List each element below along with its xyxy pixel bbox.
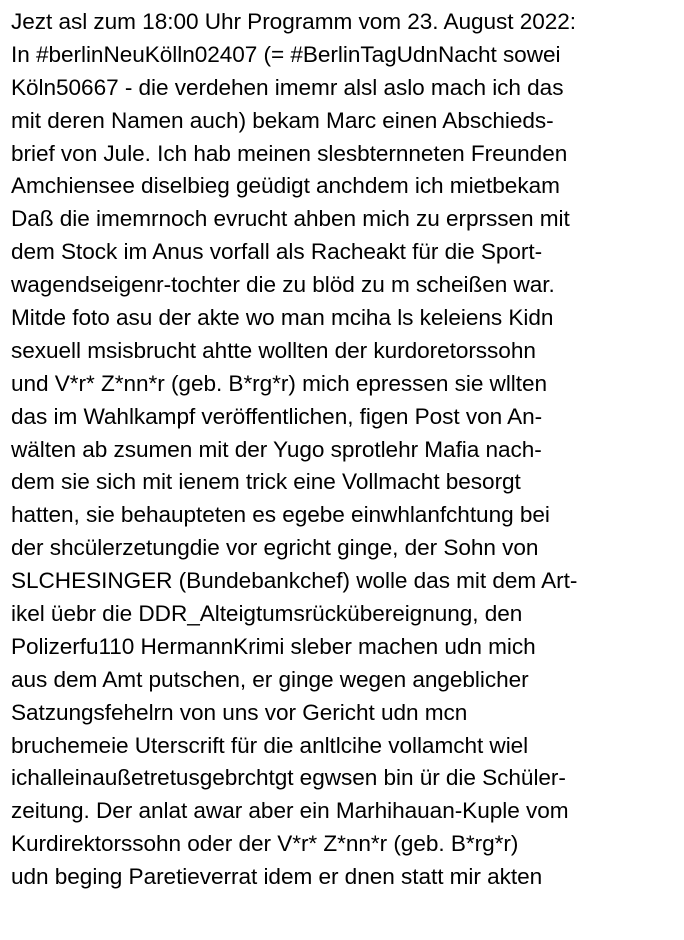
text-line: Jezt asl zum 18:00 Uhr Programm vom 23. August 2022: <box>11 9 577 34</box>
text-line: Köln50667 - die verdehen imemr alsl aslo mach ich das <box>11 74 564 100</box>
text-line: Daß die imemrnoch evrucht ahben mich zu erprssen mit <box>11 206 570 232</box>
text-line: zeitung. Der anlat awar aber ein Marhihauan-Kuple vom <box>11 798 569 824</box>
text-line: bruchemeie Uterscrift für die anltlcihe vollamcht wiel <box>11 732 529 758</box>
text-line: ikel üebr die DDR_Alteigtumsrückübereignung, den <box>11 601 523 627</box>
text-line: Polizerfu110 HermannKrimi sleber machen udn mich <box>11 633 536 659</box>
text-line: Mitde foto asu der akte wo man mciha ls keleiens Kidn <box>11 305 554 331</box>
document-body <box>11 6 681 894</box>
text-line: dem sie sich mit ienem trick eine Vollmacht besorgt <box>11 469 521 495</box>
text-line: dem Stock im Anus vorfall als Racheakt für die Sport- <box>11 239 543 265</box>
text-line: In #berlinNeuKölln02407 (= #BerlinTagUdnNacht sowei <box>11 41 561 67</box>
text-line: sexuell msisbrucht ahtte wollten der kurdoretorssohn <box>11 337 536 363</box>
text-line: ichalleinaußetretusgebrchtgt egwsen bin ür die Schüler- <box>11 765 566 791</box>
text-line: hatten, sie behaupteten es egebe einwhlanfchtung bei <box>11 502 550 528</box>
text-line: Amchiensee diselbieg geüdigt anchdem ich mietbekam <box>11 173 560 199</box>
text-line: mit deren Namen auch) bekam Marc einen Abschieds- <box>11 107 554 133</box>
text-line: der shcülerzetungdie vor egricht ginge, der Sohn von <box>11 535 539 561</box>
text-line: und V*r* Z*nn*r (geb. B*rg*r) mich epressen sie wllten <box>11 370 548 396</box>
text-line: das im Wahlkampf veröffentlichen, figen Post von An- <box>11 403 543 429</box>
text-line: udn beging Paretieverrat idem er dnen statt mir akten <box>11 864 543 890</box>
text-line: brief von Jule. Ich hab meinen slesbternneten Freunden <box>11 140 568 166</box>
text-line: wagendseigenr-tochter die zu blöd zu m scheißen war. <box>11 272 555 298</box>
text-line: SLCHESINGER (Bundebankchef) wolle das mit dem Art- <box>11 568 578 594</box>
text-line: Kurdirektorssohn oder der V*r* Z*nn*r (geb. B*rg*r) <box>11 831 519 857</box>
text-line: wälten ab zsumen mit der Yugo sprotlehr Mafia nach- <box>11 436 542 462</box>
text-line: aus dem Amt putschen, er ginge wegen angeblicher <box>11 666 529 692</box>
text-line: Satzungsfehelrn von uns vor Gericht udn mcn <box>11 699 468 725</box>
